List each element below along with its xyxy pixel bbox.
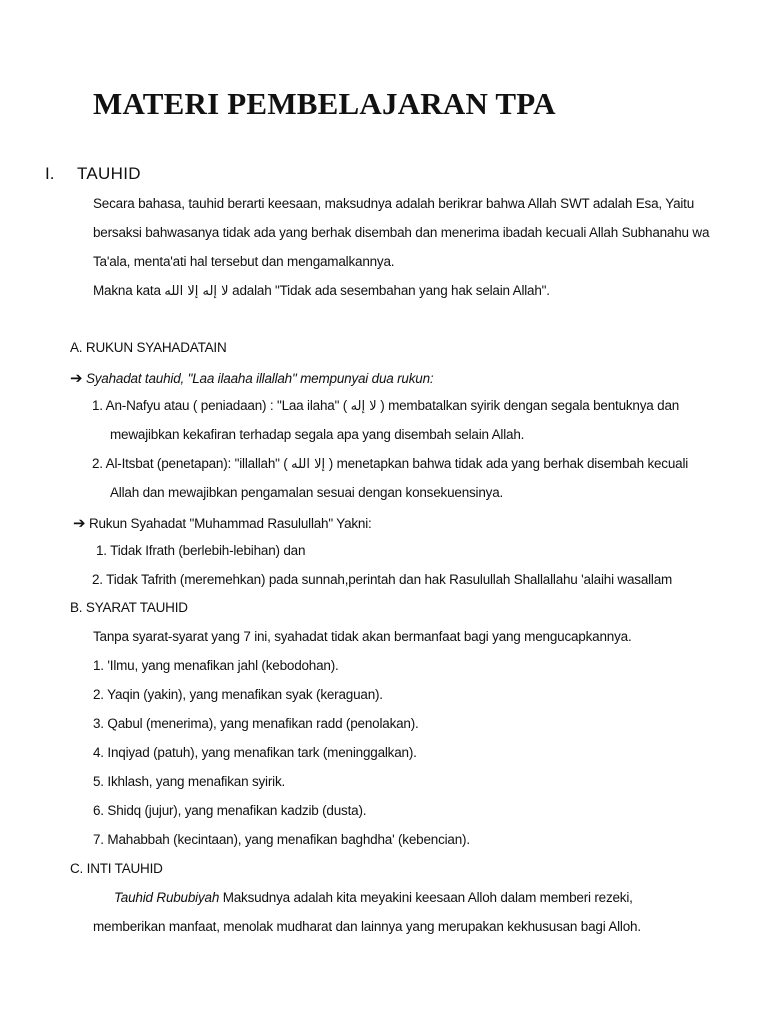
- intro-line-3: Ta'ala, menta'ati hal tersebut dan mengamalkannya.: [93, 254, 395, 269]
- arabic-laa-ilaaha: لا إله: [350, 399, 377, 414]
- rukun-item-1-after: ) membatalkan syirik dengan segala bentuknya dan: [380, 398, 680, 413]
- syarat-item-6: 6. Shidq (jujur), yang menafikan kadzib (dusta).: [93, 803, 367, 818]
- intro-line-2: bersaksi bahwasanya tidak ada yang berhak disembah dan menerima ibadah kecuali Allah Subhanahu wa: [93, 225, 710, 240]
- page-title: MATERI PEMBELAJARAN TPA: [93, 86, 556, 121]
- section-heading-tauhid: TAUHID: [77, 164, 141, 183]
- intro-line-1: Secara bahasa, tauhid berarti keesaan, maksudnya adalah berikrar bahwa Allah SWT adalah Esa, Yaitu: [93, 196, 695, 211]
- syarat-item-5: 5. Ikhlash, yang menafikan syirik.: [93, 774, 286, 789]
- inti-line-2: memberikan manfaat, menolak mudharat dan lainnya yang merupakan kekhususan bagi Alloh.: [93, 919, 641, 934]
- syarat-item-7: 7. Mahabbah (kecintaan), yang menafikan baghdha' (kebencian).: [93, 832, 470, 847]
- rukun-item-1-before: 1. An-Nafyu atau ( peniadaan) : "Laa ilaha" (: [92, 398, 348, 413]
- rukun-muhammad-item-2: 2. Tidak Tafrith (meremehkan) pada sunnah,perintah dan hak Rasulullah Shallallahu 'alaihi wasallam: [92, 572, 673, 587]
- arabic-illallah: إلا الله: [291, 457, 326, 472]
- syarat-item-4: 4. Inqiyad (patuh), yang menafikan tark (meninggalkan).: [93, 745, 417, 760]
- syarat-intro: Tanpa syarat-syarat yang 7 ini, syahadat tidak akan bermanfaat bagi yang mengucapkannya.: [93, 629, 632, 644]
- syarat-item-3: 3. Qabul (menerima), yang menafikan radd (penolakan).: [93, 716, 419, 731]
- arrow-right-icon: ➔: [70, 369, 83, 387]
- rukun-item-2: [92, 456, 688, 472]
- tauhid-rububiyah-term: Tauhid Rububiyah: [114, 890, 220, 905]
- subheading-syarat-tauhid: B. SYARAT TAUHID: [70, 600, 188, 615]
- subheading-inti-tauhid: C. INTI TAUHID: [70, 861, 163, 876]
- rukun-muhammad-item-1: 1. Tidak Ifrath (berlebih-lebihan) dan: [96, 543, 306, 558]
- syarat-item-2: 2. Yaqin (yakin), yang menafikan syak (keraguan).: [93, 687, 383, 702]
- makna-before: Makna kata: [93, 283, 161, 298]
- rukun-item-2-before: 2. Al-Itsbat (penetapan): "illallah" (: [92, 456, 288, 471]
- rukun-item-2-line-2: Allah dan mewajibkan pengamalan sesuai dengan konsekuensinya.: [110, 485, 504, 500]
- syahadat-tauhid-line: [70, 369, 433, 387]
- arrow-right-icon: ➔: [73, 514, 86, 532]
- syahadat-tauhid-text: Syahadat tauhid, "Laa ilaaha illallah" mempunyai dua rukun:: [85, 371, 434, 386]
- rukun-item-2-after: ) menetapkan bahwa tidak ada yang berhak disembah kecuali: [328, 456, 689, 471]
- inti-line-1: [114, 890, 633, 905]
- rukun-item-1-line-2: mewajibkan kekafiran terhadap segala apa yang disembah selain Allah.: [110, 427, 525, 442]
- syarat-item-1: 1. 'Ilmu, yang menafikan jahl (kebodohan).: [93, 658, 339, 673]
- makna-after: adalah "Tidak ada sesembahan yang hak selain Allah".: [232, 283, 550, 298]
- arabic-laa-ilaaha-illallah: لا إله إلا الله: [164, 284, 229, 299]
- inti-line-1-rest: Maksudnya adalah kita meyakini keesaan Alloh dalam memberi rezeki,: [219, 890, 633, 905]
- subheading-rukun-syahadatain: A. RUKUN SYAHADATAIN: [70, 340, 227, 355]
- rukun-muhammad-text: Rukun Syahadat "Muhammad Rasulullah" Yakni:: [88, 516, 372, 531]
- section-number: I.: [45, 164, 55, 183]
- rukun-item-1: [92, 398, 679, 414]
- makna-line: [93, 283, 550, 299]
- rukun-muhammad-line: [73, 514, 372, 532]
